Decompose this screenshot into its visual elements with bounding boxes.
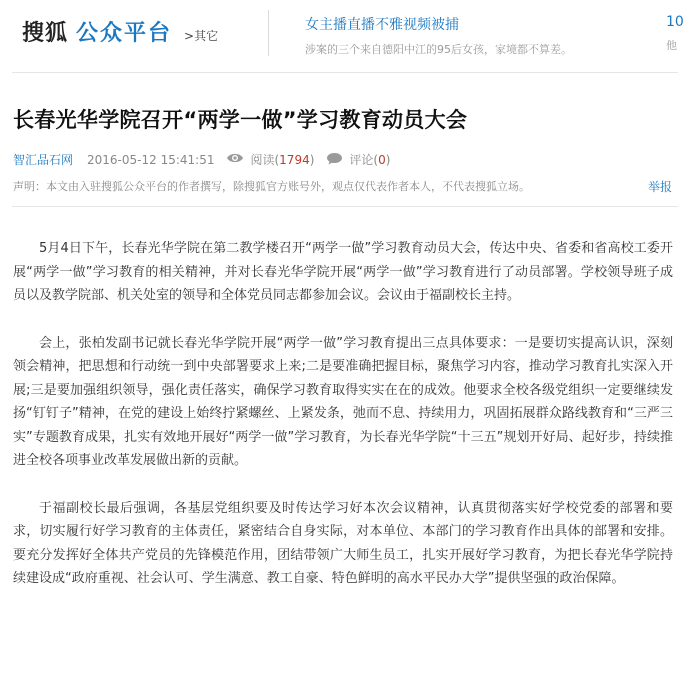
read-label: 阅读 — [250, 153, 275, 167]
other-link[interactable]: >其它 — [184, 29, 219, 43]
paragraph: 5月4日下午，长春光华学院在第二教学楼召开“两学一做”学习教育动员大会，传达中央、省委和省高校工委开展“两学一做”学习教育的相关精神，并对长春光华学院开展“两学一做”学习教育进行了动员部署。学校领导班子成员以及教学院部、机关处室的领导和全体党员同志都参加会议。会议由于福副校长主持。 — [13, 241, 673, 303]
comment-label: 评论 — [349, 153, 374, 167]
article-meta — [13, 151, 402, 168]
header-divider — [268, 10, 269, 56]
eye-icon — [226, 152, 244, 167]
read-count-value: 1794 — [279, 152, 310, 167]
logo-sohu-text: 搜狐 — [22, 21, 69, 46]
headline-item[interactable] — [666, 14, 684, 53]
report-link[interactable]: 举报 — [647, 180, 672, 194]
comment-count-value: 0 — [378, 152, 386, 167]
meta-divider — [12, 206, 678, 207]
headline-title[interactable]: 10 — [666, 14, 684, 30]
headline-item[interactable] — [305, 14, 572, 57]
logo-platform-text: 公众平台 — [76, 21, 173, 46]
top-bar — [0, 0, 684, 68]
author-link[interactable]: 智汇品石网 — [13, 153, 74, 167]
publish-time: 2016-05-12 15:41:51 — [87, 152, 215, 167]
comment-count[interactable] — [326, 151, 390, 168]
headline-subtitle: 他 — [666, 39, 677, 52]
speech-bubble-icon — [326, 152, 343, 168]
article-title: 长春光华学院召开“两学一做”学习教育动员大会 — [13, 108, 468, 132]
comment-close: ) — [385, 152, 391, 167]
paragraph: 会上，张柏发副书记就长春光华学院开展“两学一做”学习教育提出三点具体要求：一是要切实提高认识，深刻领会精神，把思想和行动统一到中央部署要求上来;二是要准确把握目标，聚焦学习内容，推动学习教育扎实深入开展;三是要加强组织领导，强化责任落实，确保学习教育取得实实在在的成效。他要求全校各级党组织一定要继续发扬“钉钉子”精神，在党的建设上始终拧紧螺丝、上紧发条，弛而不息、持续用力，巩固拓展群众路线教育和“三严三实”专题教育成果，扎实有效地开展好“两学一做”学习教育，为长春光华学院“十三五”规划开好局、起好步，持续推进全校各项事业改革发展做出新的贡献。 — [13, 335, 673, 468]
sohu-logo[interactable] — [22, 16, 218, 50]
paragraph: 于福副校长最后强调，各基层党组织要及时传达学习好本次会议精神，认真贯彻落实好学校党委的部署和要求，切实履行好学习教育的主体责任，紧密结合自身实际，对本单位、本部门的学习教育作出具体的部署和安排。要充分发挥好全体共产党员的先锋模范作用，团结带领广大师生员工，扎实开展好学习教育，为把长春光华学院持续建设成“政府重视、社会认可、学生满意、教工自豪、特色鲜明的高水平民办大学”提供坚强的政治保障。 — [13, 500, 673, 586]
read-close: ) — [309, 152, 315, 167]
headline-subtitle: 涉案的三个来自德阳中江的95后女孩，家境都不算差。 — [305, 43, 572, 56]
comment-open: ( — [373, 152, 379, 167]
article-body — [13, 237, 673, 615]
headline-title[interactable]: 女主播直播不雅视频被捕 — [305, 17, 459, 33]
top-divider — [12, 72, 678, 73]
read-open: ( — [274, 152, 280, 167]
read-count — [226, 151, 314, 168]
disclaimer: 声明：本文由入驻搜狐公众平台的作者撰写，除搜狐官方账号外，观点仅代表作者本人，不代表搜狐立场。 — [13, 180, 530, 193]
